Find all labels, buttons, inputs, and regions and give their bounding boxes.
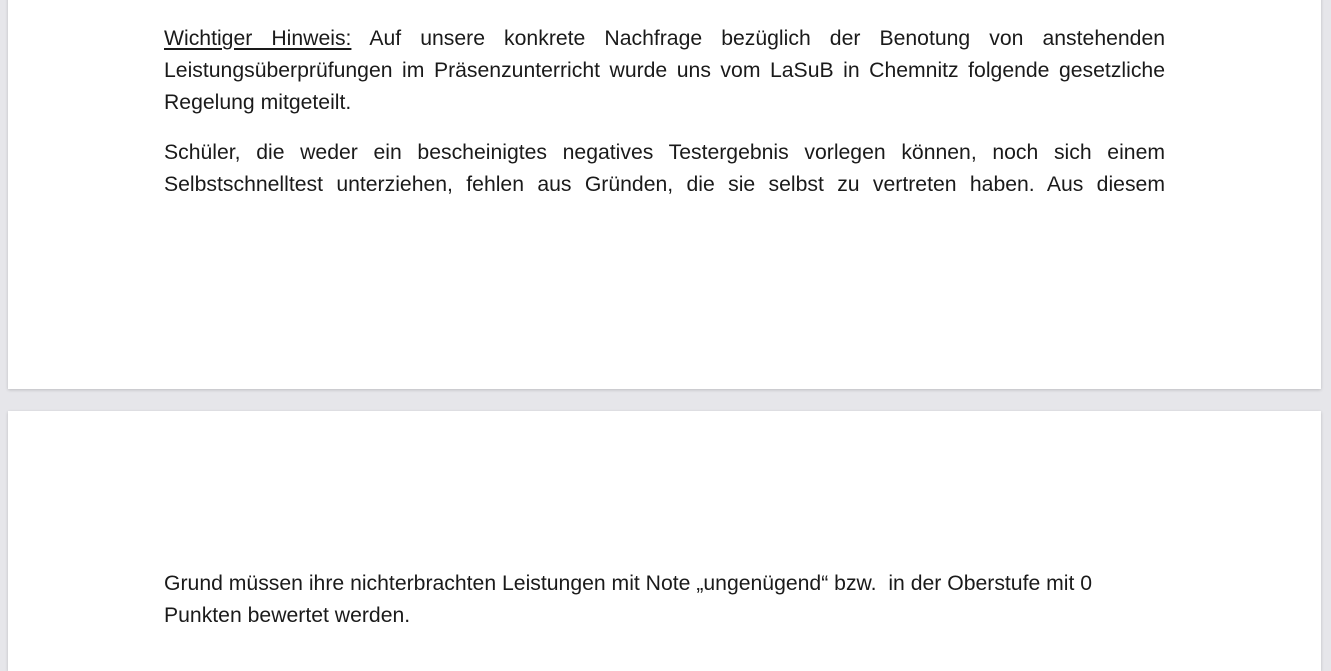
notice-label: Wichtiger Hinweis: <box>164 27 352 50</box>
paragraph-rule <box>164 137 1165 201</box>
paragraph-rule-line-1: Schüler, die weder ein bescheinigtes negatives Testergebnis vorlegen können, noch sich einem <box>164 141 1165 164</box>
paragraph-notice-line-1 <box>164 23 1165 55</box>
paragraph-rule-continued-line-2: Punkten bewertet werden. <box>164 604 411 627</box>
paragraph-notice <box>164 23 1165 119</box>
document-page-1 <box>8 0 1321 389</box>
paragraph-notice-line-2: Leistungsüberprüfungen im Präsenzunterricht wurde uns vom LaSuB in Chemnitz folgende gesetzliche <box>164 59 1165 82</box>
notice-line-1-text: Auf unsere konkrete Nachfrage bezüglich der Benotung von anstehenden <box>369 27 1165 50</box>
paragraph-notice-line-3: Regelung mitgeteilt. <box>164 91 352 114</box>
paragraph-rule-line-2: Selbstschnelltest unterziehen, fehlen aus Gründen, die sie selbst zu vertreten haben. Aus diesem <box>164 173 1165 196</box>
document-page-2 <box>8 411 1321 671</box>
paragraph-rule-continued-line-1: Grund müssen ihre nichterbrachten Leistungen mit Note „ungenügend“ bzw. in der Oberstufe mit 0 <box>164 572 1093 595</box>
paragraph-rule-continued <box>164 568 1165 632</box>
